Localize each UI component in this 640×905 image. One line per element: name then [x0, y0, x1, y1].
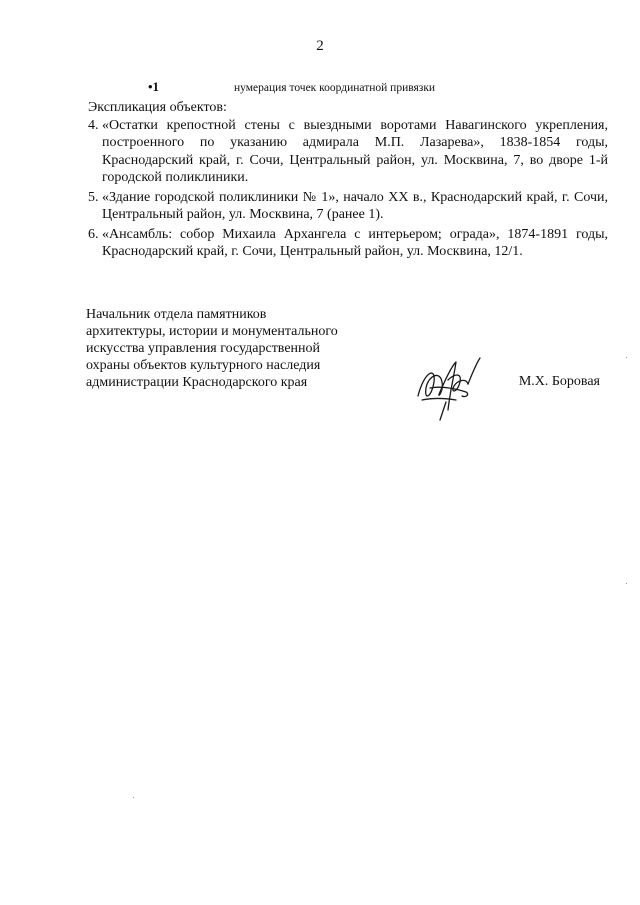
explication-list [88, 117, 608, 261]
item-text: «Здание городской поликлиники № 1», начало XX в., Краснодарский край, г. Сочи, Центральный район, ул. Москвина, 7 (ранее 1). [102, 189, 608, 222]
scan-speck [626, 583, 627, 584]
page-number: 2 [316, 38, 324, 54]
item-text: «Ансамбль: собор Михаила Архангела с интерьером; ограда», 1874-1891 годы, Краснодарский край, г. Сочи, Центральный район, ул. Москвина, 12/1. [102, 226, 608, 259]
item-number: 6. [88, 226, 99, 242]
item-number: 5. [88, 189, 99, 205]
signature-position [86, 306, 376, 391]
scan-speck [626, 357, 627, 358]
list-item [88, 189, 608, 224]
signer-name: М.Х. Боровая [518, 374, 600, 389]
legend-text: нумерация точек координатной привязки [234, 82, 436, 94]
item-text: «Остатки крепостной стены с выездными воротами Навагинского укрепления, построенного по указанию адмирала М.П. Лазарева», 1838-1854 годы, Краснодарский край, г. Сочи, Центральный район, ул. Москвина, 7, во дворе 1-й городской поликлиники. [102, 117, 608, 185]
list-item [88, 226, 608, 261]
position-line: искусства управления государственной [86, 341, 321, 356]
item-number: 4. [88, 117, 99, 133]
explication [88, 99, 608, 263]
legend-mark: •1 [148, 79, 160, 94]
position-line: архитектуры, истории и монументального [86, 324, 338, 339]
list-item [88, 117, 608, 187]
scan-speck [133, 797, 134, 798]
handwritten-signature [410, 352, 490, 422]
explication-title: Экспликация объектов: [88, 100, 227, 115]
position-line: охраны объектов культурного наследия [86, 358, 321, 373]
legend [148, 79, 435, 95]
position-line: администрации Краснодарского края [86, 375, 308, 390]
position-line: Начальник отдела памятников [86, 307, 267, 322]
